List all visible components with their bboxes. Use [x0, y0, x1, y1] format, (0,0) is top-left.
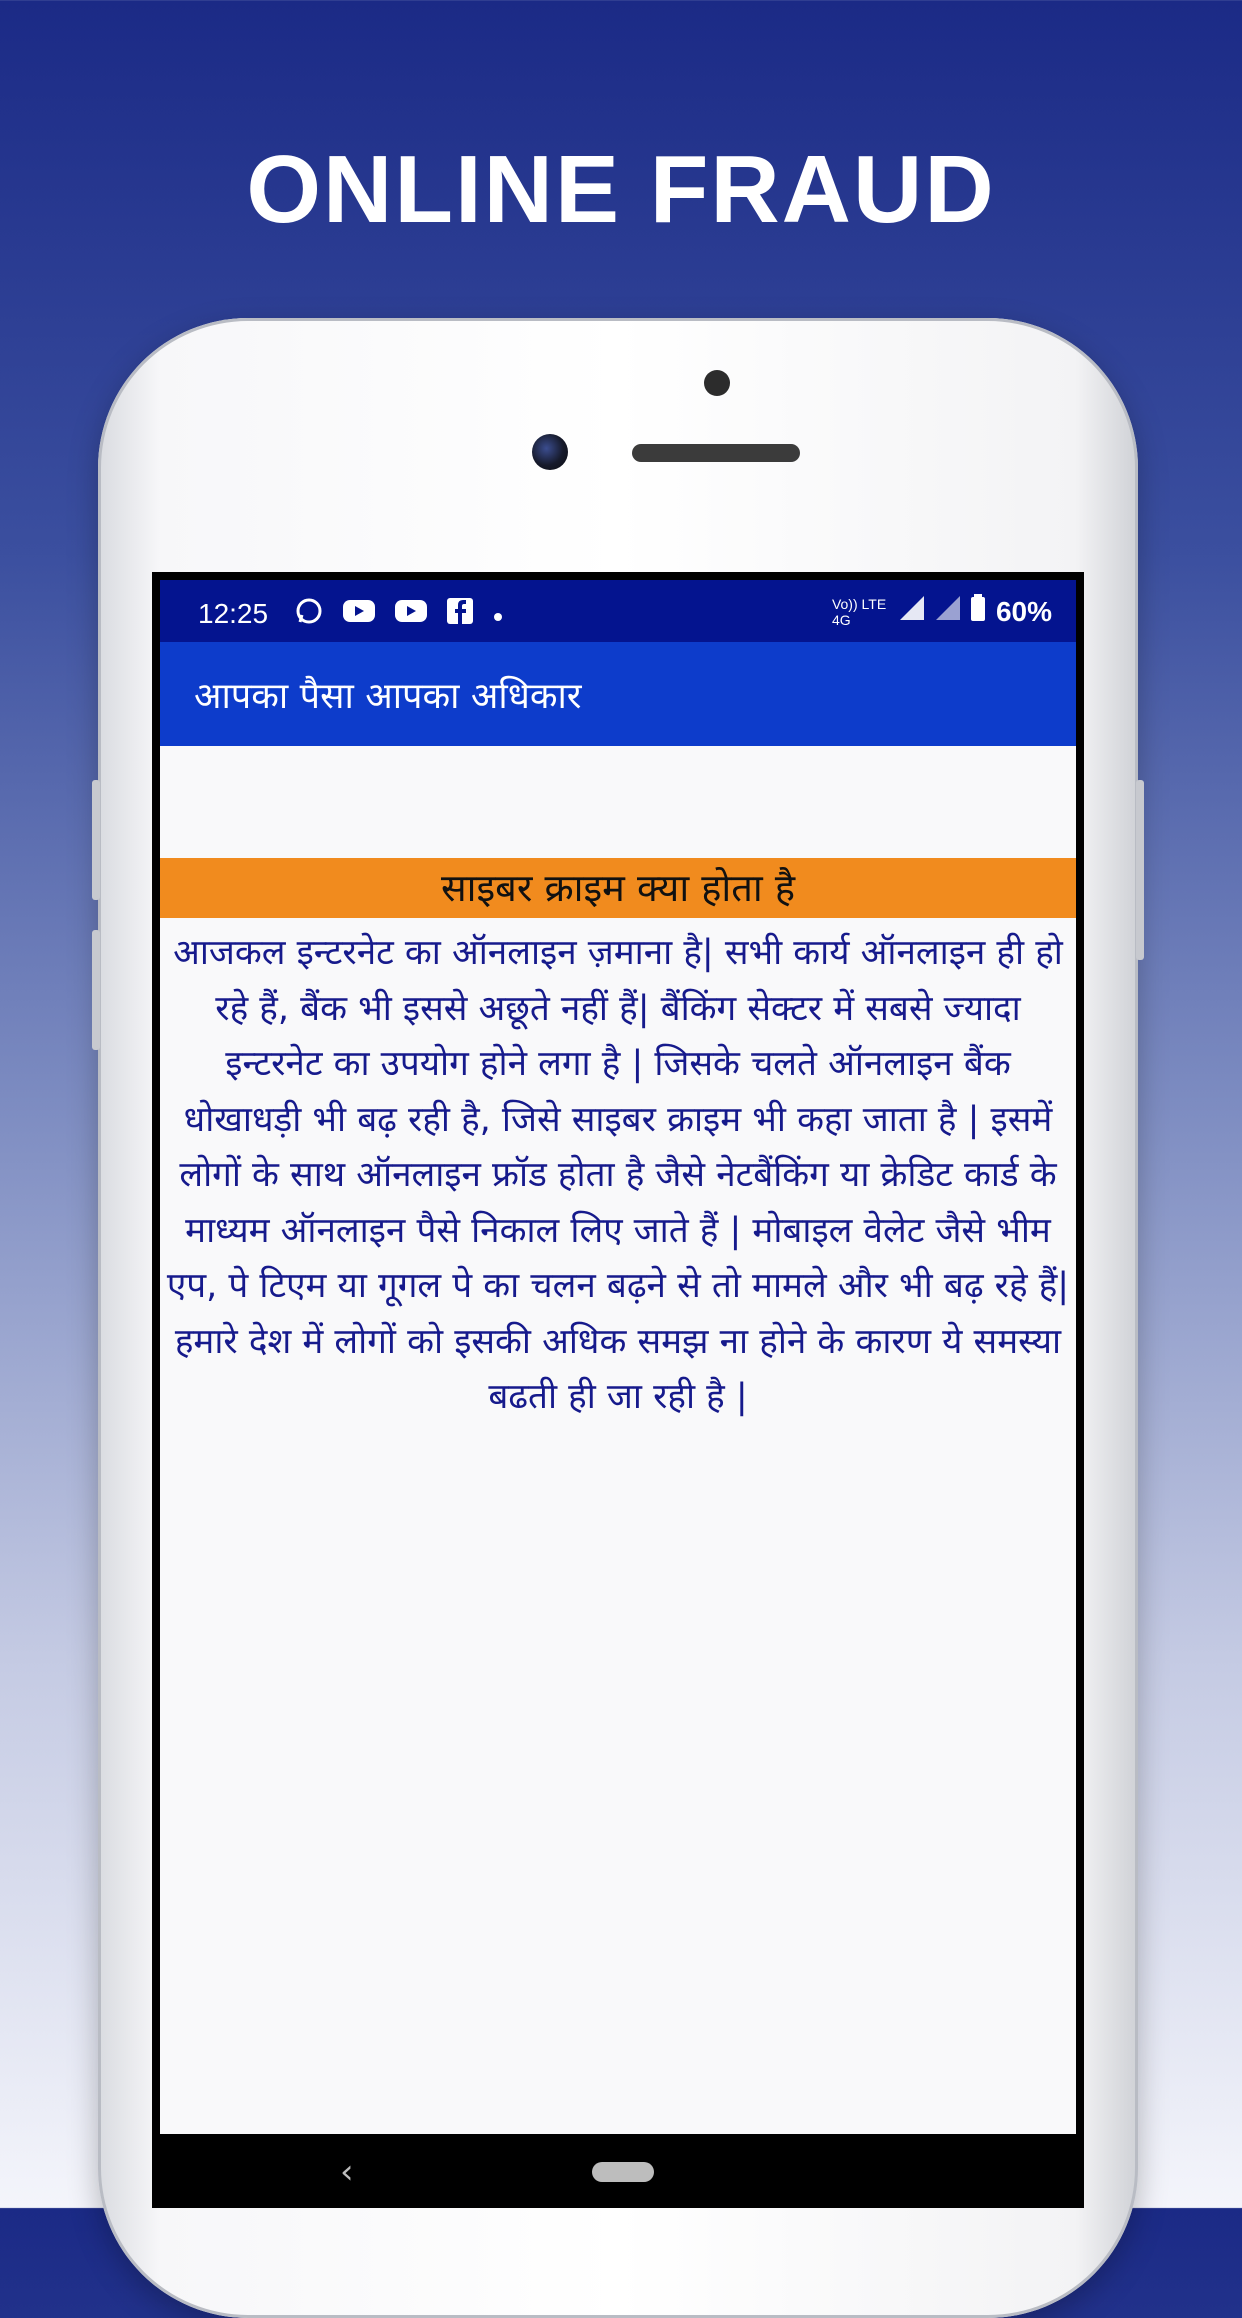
status-bar	[160, 580, 1076, 642]
navigation-bar	[160, 2134, 1076, 2208]
signal-icon	[898, 594, 926, 629]
volume-button	[92, 780, 100, 900]
app-title: आपका पैसा आपका अधिकार	[194, 676, 582, 717]
front-camera	[532, 434, 568, 470]
section-heading: साइबर क्राइम क्या होता है	[160, 858, 1076, 918]
home-button[interactable]	[592, 2162, 654, 2182]
back-button[interactable]: ‹	[340, 2152, 354, 2192]
battery-icon	[970, 594, 986, 629]
status-time: 12:25	[198, 598, 269, 629]
promo-title: ONLINE FRAUD	[246, 136, 996, 243]
dot-icon	[492, 599, 504, 629]
youtube-icon	[342, 598, 376, 630]
proximity-sensor	[704, 370, 730, 396]
content-area	[160, 746, 1076, 2134]
volume-button	[92, 930, 100, 1050]
app-bar	[160, 642, 1076, 746]
facebook-icon	[446, 597, 474, 631]
signal-icon	[934, 594, 962, 629]
phone-screen	[152, 572, 1084, 2208]
whatsapp-icon	[294, 596, 324, 632]
article-body: आजकल इन्टरनेट का ऑनलाइन ज़माना है| सभी कार्य ऑनलाइन ही हो रहे हैं, बैंक भी इससे अछूते नहीं हैं| बैंकिंग सेक्टर में सबसे ज्यादा इन्टरनेट का उपयोग होने लगा है | जिसके चलते ऑनलाइन बैंक धोखाधड़ी भी बढ़ रही है, जिसे साइबर क्राइम भी कहा जाता है | इसमें लोगों के साथ ऑनलाइन फ्रॉड होता है जैसे नेटबैंकिंग या क्रेडिट कार्ड के माध्यम ऑनलाइन पैसे निकाल लिए जाते हैं | मोबाइल वेलेट जैसे भीम एप, पे टिएम या गूगल पे का चलन बढ़ने से तो मामले और भी बढ़ रहे हैं| हमारे देश में लोगों को इसकी अधिक समझ ना होने के कारण ये समस्या बढती ही जा रही है |	[166, 933, 1070, 1417]
network-indicator: Vo)) LTE 4G	[831, 595, 887, 628]
battery-percentage: 60%	[995, 595, 1052, 627]
power-button	[1136, 780, 1144, 960]
youtube-icon	[394, 598, 428, 630]
earpiece-speaker	[632, 444, 800, 462]
